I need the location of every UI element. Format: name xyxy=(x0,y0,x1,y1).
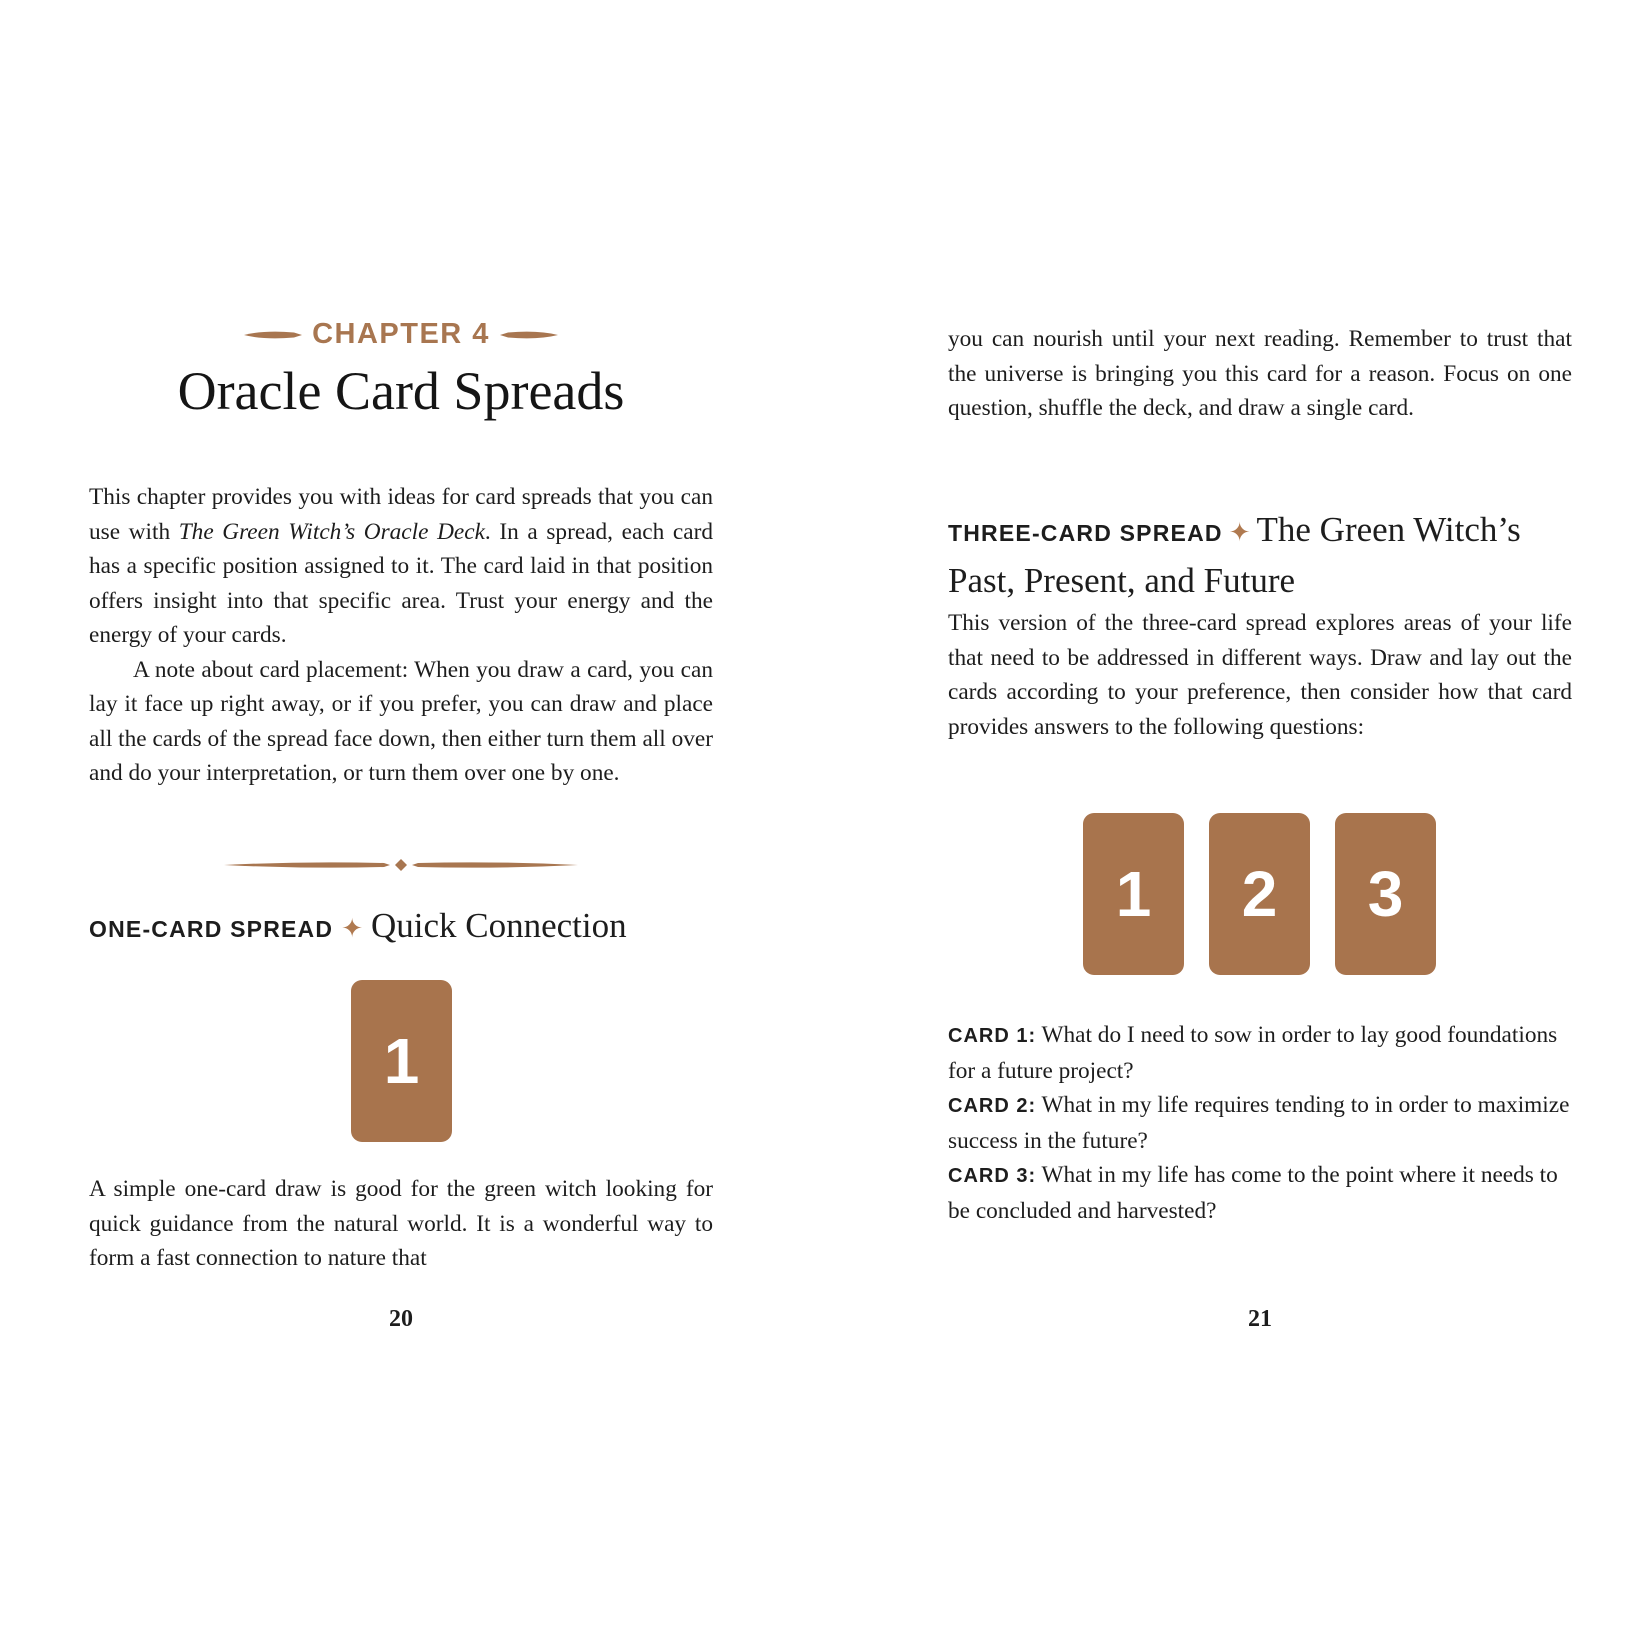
question-card-3 xyxy=(948,1158,1572,1228)
spread-card-1: 1 xyxy=(1083,813,1184,975)
page-number-right: 21 xyxy=(1248,1306,1272,1332)
arrow-right-ornament-icon xyxy=(500,328,558,342)
spread-label: ONE-CARD SPREAD xyxy=(89,916,334,942)
chapter-intro xyxy=(89,480,713,791)
three-card-spread-heading xyxy=(948,508,1572,610)
question-label: CARD 2: xyxy=(948,1095,1037,1117)
arrow-left-ornament-icon xyxy=(244,328,302,342)
spread-label: THREE-CARD SPREAD xyxy=(948,520,1223,546)
star-icon: ✦ xyxy=(341,914,363,944)
chapter-title: Oracle Card Spreads xyxy=(177,361,625,421)
three-card-description: This version of the three-card spread explores areas of your life that need to be addressed in different ways. Draw and lay out the cards according to your preference, then consider how that card provides answers to the following questions: xyxy=(948,610,1572,740)
spread-card-2: 2 xyxy=(1209,813,1310,975)
chapter-label xyxy=(89,318,713,351)
question-card-2 xyxy=(948,1088,1572,1158)
question-label: CARD 3: xyxy=(948,1165,1037,1187)
continued-text: you can nourish until your next reading. Remember to trust that the universe is bringing you this card for a reason. Focus on one question, shuffle the deck, and draw a single card. xyxy=(948,326,1572,421)
one-card-description: A simple one-card draw is good for the green witch looking for quick guidance from the natural world. It is a wonderful way to form a fast connection to nature that xyxy=(89,1176,713,1271)
intro-text-b: . In a spread, each card has a specific position assigned to it. The card laid in that position offers insight into that specific area. Trust your energy and the energy of your cards. xyxy=(89,518,713,648)
spread-title: The Green Witch’s Past, Present, and Future xyxy=(948,510,1521,600)
question-text: What in my life has come to the point where it needs to be concluded and harvested? xyxy=(948,1162,1558,1224)
spread-title: Quick Connection xyxy=(370,906,627,945)
question-card-1 xyxy=(948,1018,1572,1088)
page-number-left: 20 xyxy=(389,1306,413,1332)
intro-paragraph-1 xyxy=(89,480,713,653)
spread-card-1: 1 xyxy=(351,980,452,1142)
question-label: CARD 1: xyxy=(948,1025,1037,1047)
question-text: What do I need to sow in order to lay good foundations for a future project? xyxy=(948,1022,1558,1084)
deck-title: The Green Witch’s Oracle Deck xyxy=(178,518,485,545)
card-questions xyxy=(948,1018,1572,1228)
one-card-spread-heading xyxy=(89,906,713,946)
intro-text-a: This chapter provides you with ideas for card spreads that you can use with xyxy=(89,484,713,545)
intro-paragraph-2: A note about card placement: When you draw a card, you can lay it face up right away, or if you prefer, you can draw and place all the cards of the spread face down, then either turn them all over and do your interpretation, or turn them over one by one. xyxy=(89,656,713,786)
chapter-label-text: CHAPTER 4 xyxy=(312,318,490,350)
star-icon: ✦ xyxy=(1228,518,1251,548)
section-divider-icon xyxy=(224,855,578,875)
question-text: What in my life requires tending to in order to maximize success in the future? xyxy=(948,1092,1570,1154)
spread-card-3: 3 xyxy=(1335,813,1436,975)
